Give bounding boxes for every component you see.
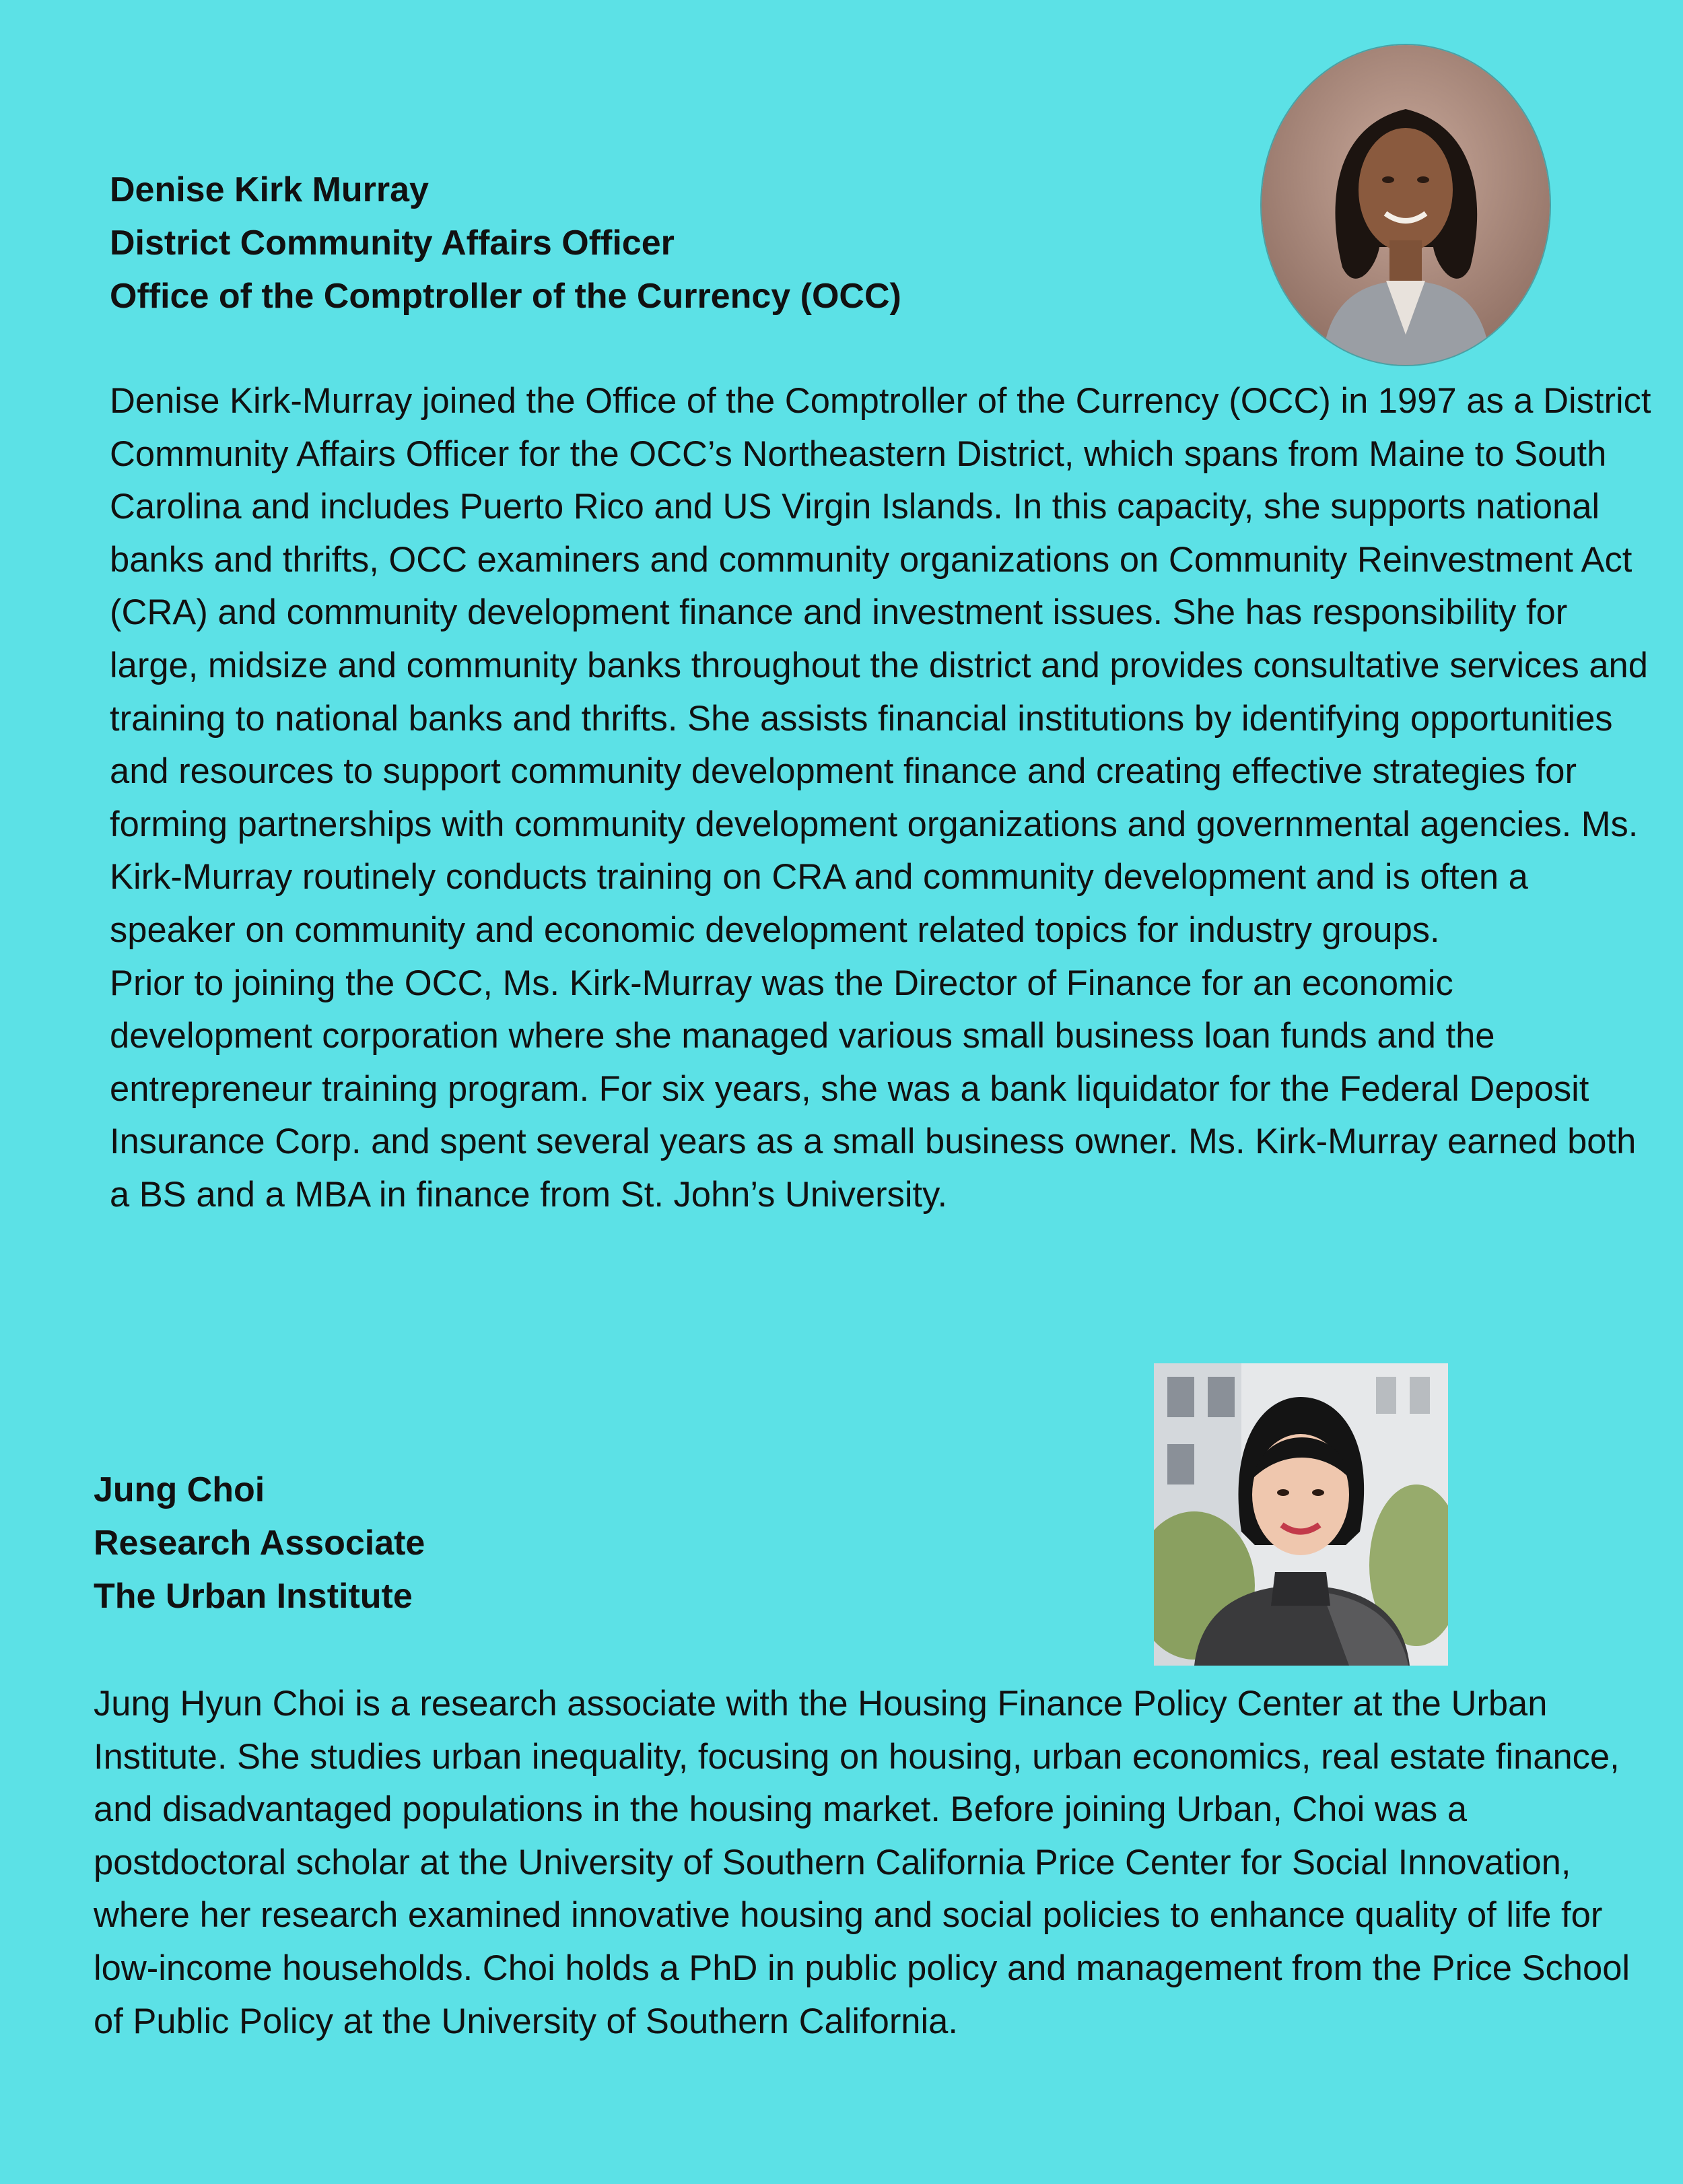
profile-name: Denise Kirk Murray bbox=[110, 170, 429, 209]
profile-bio-choi bbox=[94, 1678, 1655, 2048]
portrait-illustration bbox=[1154, 1363, 1448, 1666]
profile-title: District Community Affairs Officer bbox=[110, 224, 675, 263]
portrait-illustration bbox=[1262, 45, 1550, 365]
profile-name: Jung Choi bbox=[94, 1470, 265, 1509]
profile-organization: The Urban Institute bbox=[94, 1577, 413, 1616]
bio-paragraph: Jung Hyun Choi is a research associate with the Housing Finance Policy Center at the Urban Institute. She studies urban inequality, focusing on housing, urban economics, real estate finance, and disadvantaged populations in the housing market. Before joining Urban, Choi was a postdoctoral scholar at the University of Southern California Price Center for Social Innovation, where her research examined innovative housing and social policies to enhance quality of life for low-income households. Choi holds a PhD in public policy and management from the Price School of Public Policy at the University of Southern California. bbox=[94, 1684, 1630, 2041]
profile-bio-kirk-murray bbox=[110, 375, 1658, 1222]
profile-header-choi bbox=[94, 1464, 425, 1623]
profile-header-kirk-murray bbox=[110, 164, 901, 323]
profile-organization: Office of the Comptroller of the Currency (OCC) bbox=[110, 277, 901, 316]
bio-paragraph: Prior to joining the OCC, Ms. Kirk-Murray was the Director of Finance for an economic development corporation where she managed various small business loan funds and the entrepreneur training program. For six years, she was a bank liquidator for the Federal Deposit Insurance Corp. and spent several years as a small business owner. Ms. Kirk-Murray earned both a BS and a MBA in finance from St. John’s University. bbox=[110, 963, 1637, 1215]
profile-title: Research Associate bbox=[94, 1524, 425, 1563]
bio-paragraph: Denise Kirk-Murray joined the Office of the Comptroller of the Currency (OCC) in 1997 as a District Community Affairs Officer for the OCC’s Northeastern District, which spans from Maine to South Carolina and includes Puerto Rico and US Virgin Islands. In this capacity, she supports national banks and thrifts, OCC examiners and community organizations on Community Reinvestment Act (CRA) and community development finance and investment issues. She has responsibility for large, midsize and community banks throughout the district and provides consultative services and training to national banks and thrifts. She assists financial institutions by identifying opportunities and resources to support community development finance and creating effective strategies for forming partnerships with community development organizations and governmental agencies. Ms. Kirk-Murray routinely conducts training on CRA and community development and is often a speaker on community and economic development related topics for industry groups. bbox=[110, 381, 1651, 950]
portrait-photo-choi bbox=[1154, 1363, 1448, 1666]
portrait-photo-kirk-murray bbox=[1260, 44, 1551, 366]
